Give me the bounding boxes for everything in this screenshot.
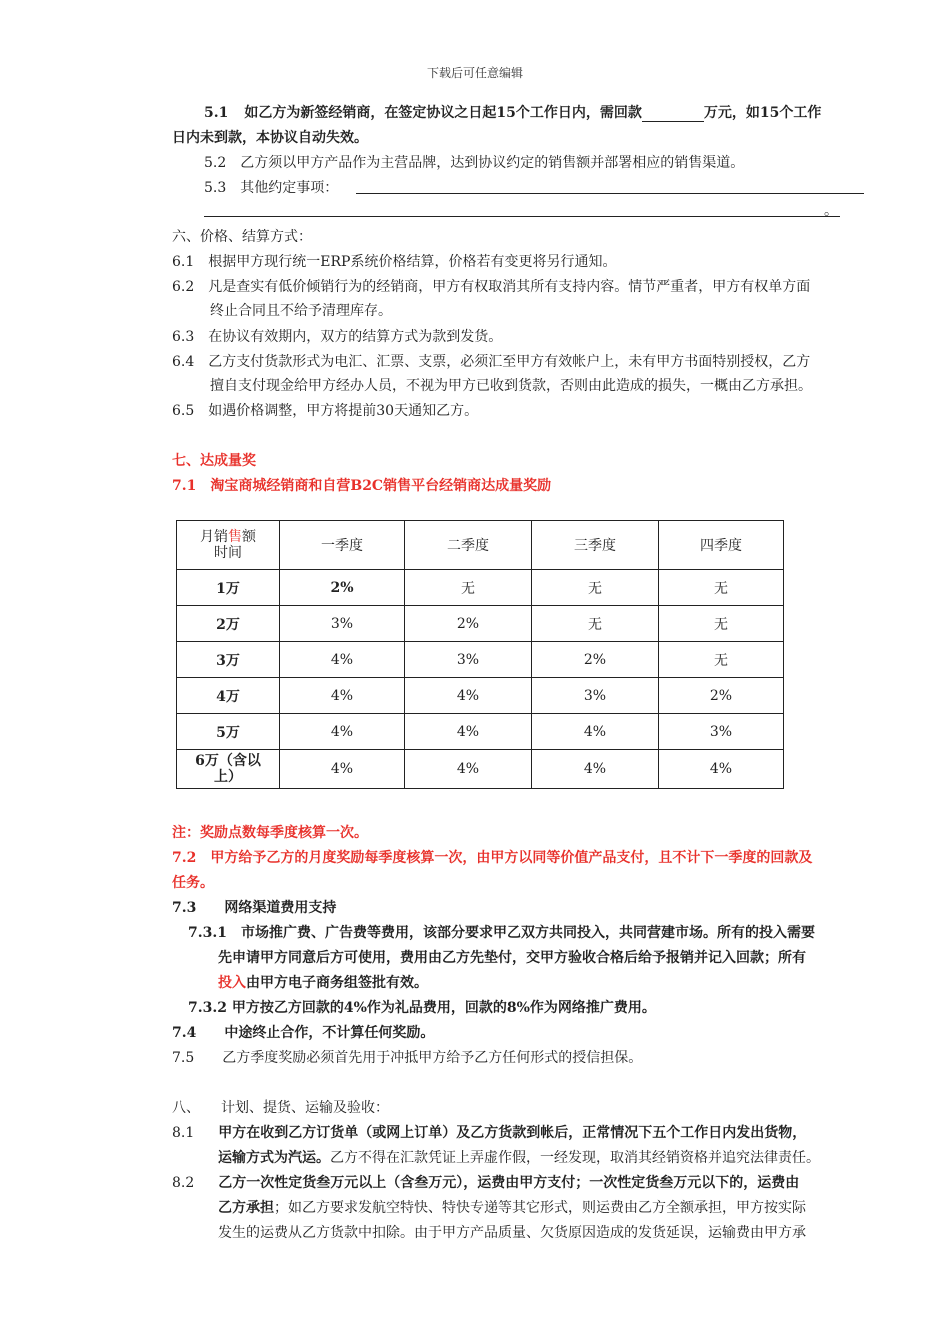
clause-7-5: 7.5 乙方季度奖励必须首先用于冲抵甲方给予乙方任何形式的授信担保。 [172, 1050, 643, 1066]
table-header-q1: 一季度 [280, 521, 405, 570]
clause-5-1-line2: 日内未到款，本协议自动失效。 [172, 130, 368, 146]
clause-8-2-line3: 发生的运费从乙方货款中扣除。由于甲方产品质量、欠货原因造成的发货延误，运输费由甲方承 [218, 1225, 806, 1241]
clause-6-3: 6.3 在协议有效期内，双方的结算方式为款到发货。 [172, 329, 503, 345]
section-8-title: 八、 计划、提货、运输及验收： [172, 1100, 389, 1116]
clause-6-4-line2: 擅自支付现金给甲方经办人员，不视为甲方已收到货款，否则由此造成的损失，一概由乙方承担。 [210, 378, 812, 394]
row-label: 2万 [177, 606, 280, 642]
clause-8-1-line2: 运输方式为汽运。乙方不得在汇款凭证上弄虚作假，一经发现，取消其经销资格并追究法律责任。 [218, 1150, 820, 1166]
table-cell: 4% [280, 750, 405, 789]
row-label: 1万 [177, 570, 280, 606]
clause-8-2-line1: 8.2 乙方一次性定货叁万元以上（含叁万元），运费由甲方支付；一次性定货叁万元以下的，运费由 [172, 1175, 800, 1191]
page-header: 下载后可任意编辑 [426, 66, 523, 80]
clause-6-2-line1: 6.2 凡是查实有低价倾销行为的经销商，甲方有权取消其所有支持内容。情节严重者，甲方有权单方面 [172, 279, 811, 295]
table-cell: 4% [405, 678, 532, 714]
blank-amount [642, 107, 704, 122]
clause-6-1: 6.1 根据甲方现行统一ERP系统价格结算，价格若有变更将另行通知。 [172, 254, 617, 270]
table-cell: 3% [532, 678, 659, 714]
clause-7-4: 7.4 中途终止合作，不计算任何奖励。 [172, 1025, 435, 1041]
table-header-q4: 四季度 [659, 521, 784, 570]
table-cell: 无 [659, 642, 784, 678]
table-cell: 4% [532, 750, 659, 789]
table-row [177, 606, 784, 642]
section-7-title: 七、达成量奖 [172, 453, 256, 469]
table-cell: 无 [659, 570, 784, 606]
table-cell: 4% [532, 714, 659, 750]
table-cell: 4% [280, 642, 405, 678]
row-label: 6万（含以上） [177, 750, 280, 789]
row-label: 5万 [177, 714, 280, 750]
table-cell: 4% [659, 750, 784, 789]
row-label: 4万 [177, 678, 280, 714]
clause-6-4-line1: 6.4 乙方支付货款形式为电汇、汇票、支票，必须汇至甲方有效帐户上，未有甲方书面特别授权，乙方 [172, 354, 811, 370]
table-cell: 4% [280, 678, 405, 714]
clause-7-3-1-line1: 7.3.1 市场推广费、广告费等费用，该部分要求甲乙双方共同投入，共同营建市场。所有的投入需要 [188, 925, 815, 941]
blank-line-end: 。 [824, 203, 838, 219]
table-cell: 2% [405, 606, 532, 642]
clause-8-2-line2: 乙方承担；如乙方要求发航空特快、特快专递等其它形式，则运费由乙方全额承担，甲方按实际 [218, 1200, 806, 1216]
row-label: 3万 [177, 642, 280, 678]
clause-5-3: 5.3 其他约定事项： [204, 180, 339, 196]
blank-line-2 [204, 216, 840, 217]
clause-5-2: 5.2 乙方须以甲方产品作为主营品牌，达到协议约定的销售额并部署相应的销售渠道。 [204, 155, 745, 171]
table-row [177, 570, 784, 606]
table-cell: 无 [659, 606, 784, 642]
reward-table [176, 520, 784, 789]
table-header-row [177, 521, 784, 570]
table-row [177, 714, 784, 750]
table-header-q2: 二季度 [405, 521, 532, 570]
table-row [177, 750, 784, 789]
table-cell: 4% [280, 714, 405, 750]
table-cell: 无 [532, 570, 659, 606]
table-note: 注：奖励点数每季度核算一次。 [172, 825, 368, 841]
table-cell: 2% [280, 570, 405, 606]
blank-line-1 [356, 193, 864, 194]
table-cell: 2% [659, 678, 784, 714]
clause-7-3-1-line2: 先申请甲方同意后方可使用，费用由乙方先垫付，交甲方验收合格后给予报销并记入回款；所有 [218, 950, 806, 966]
table-cell: 4% [405, 714, 532, 750]
clause-7-2-line1: 7.2 甲方给予乙方的月度奖励每季度核算一次，由甲方以同等价值产品支付，且不计下一季度的回款及 [172, 850, 813, 866]
table-corner-cell: 月销售额 时间 [177, 521, 280, 570]
clause-7-3: 7.3 网络渠道费用支持 [172, 900, 337, 916]
clause-7-3-2: 7.3.2 甲方按乙方回款的4%作为礼品费用，回款的8%作为网络推广费用。 [188, 1000, 656, 1016]
section-6-title: 六、价格、结算方式： [172, 229, 312, 245]
table-cell: 无 [405, 570, 532, 606]
table-cell: 4% [405, 750, 532, 789]
table-header-q3: 三季度 [532, 521, 659, 570]
clause-7-1: 7.1 淘宝商城经销商和自营B2C销售平台经销商达成量奖励 [172, 478, 552, 494]
table-cell: 3% [659, 714, 784, 750]
table-cell: 无 [532, 606, 659, 642]
clause-5-1-line1: 5.1 如乙方为新签经销商，在签定协议之日起15个工作日内，需回款 万元，如15个工作 [204, 105, 822, 121]
clause-6-5: 6.5 如遇价格调整，甲方将提前30天通知乙方。 [172, 403, 479, 419]
clause-7-3-1-line3: 投入由甲方电子商务组签批有效。 [218, 975, 428, 991]
clause-6-2-line2: 终止合同且不给予清理库存。 [210, 303, 392, 319]
table-cell: 3% [405, 642, 532, 678]
table-cell: 2% [532, 642, 659, 678]
table-row [177, 642, 784, 678]
clause-8-1-line1: 8.1 甲方在收到乙方订货单（或网上订单）及乙方货款到帐后，正常情况下五个工作日内发出货物， [172, 1125, 807, 1141]
table-row [177, 678, 784, 714]
clause-7-2-line2: 任务。 [172, 875, 214, 891]
table-cell: 3% [280, 606, 405, 642]
